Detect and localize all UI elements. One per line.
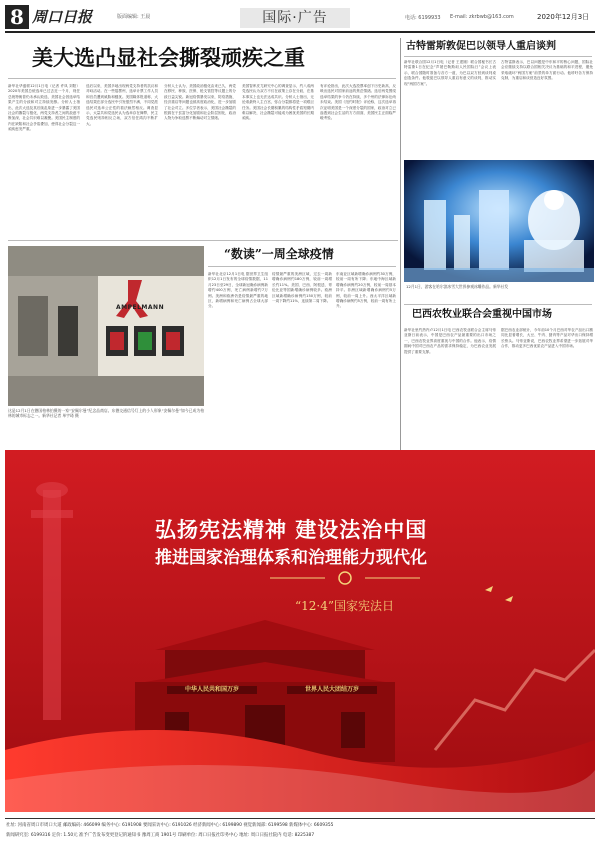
banner-headline: 弘扬宪法精神 建设法治中国 bbox=[155, 518, 428, 542]
main-col-3: 分析人士认为，美国政治极化由来已久，两党在移民、种族、医保、枪支管控等议题上的分歧日益尖锐。新冠疫情暴发以来，防疫措施、经济重启等问题也被高度政治化，进一步加剧了社会对立。多位学者表示，美国社会撕裂的根源在于贫富分化加剧和社会阶层固化，政治人物为争取选票不断煽动对立情绪。 bbox=[164, 84, 236, 121]
main-article-title: 美大选凸显社会撕裂顽疾之重 bbox=[32, 45, 305, 70]
main-col-1: 新华社华盛顿12月1日电（记者 许凤 刘阳）2020年美国总统选举已过去近一个月，现任总统特朗普仍未承认败选，美国社会因选举结果产生的分歧和对立持续发酵。分析人士指出，此次大选及其后续乱象进一步暴露了美国社会的撕裂与极化，两党支持者之间的敌意不断加深，社会共识难以凝聚。美国民主制度的内在缺陷和社会矛盾叠加，使得社会分裂这一顽疾愈发严重。 bbox=[8, 84, 80, 132]
guterres-article bbox=[404, 40, 594, 160]
footer-line-1: 社址: 河南省周口市周口大道 邮政编码: 466099 编务中心: 6191908 要闻采访中心: 6191026 经济新闻中心: 6199890 视觉新闻部: 6199598 新媒体中心: 6609355 bbox=[6, 823, 334, 828]
column-divider bbox=[400, 38, 401, 500]
main-article bbox=[8, 38, 398, 238]
ice-sculpture-photo bbox=[404, 160, 594, 282]
gate-sign-left: 中华人民共和国万岁 bbox=[167, 686, 257, 694]
brazil-title: 巴西农牧业联合会重视中国市场 bbox=[412, 309, 552, 320]
phone-line: 电话: 6199933 bbox=[405, 15, 441, 21]
covid-title: “数读”一周全球疫情 bbox=[224, 247, 334, 261]
brazil-rule-top bbox=[404, 304, 592, 305]
covid-col-3: 东南亚区域新增确诊病例约30万例，较前一周有所下降；东地中海区域新增确诊病例约20万例，较前一周基本持平。非洲区域新增确诊病例约5万例，较前一周上升。西太平洋区域新增确诊病例约5万例，较前一周有所上升。 bbox=[336, 272, 396, 309]
guterres-title: 古特雷斯敦促巴以领导人重启谈判 bbox=[406, 41, 556, 52]
email-line: E-mail: zkrbwb@163.com bbox=[450, 14, 514, 20]
editor-line: 版面编辑: 王晨 bbox=[117, 14, 151, 20]
street-photo-art bbox=[8, 246, 204, 406]
banner-art bbox=[5, 450, 595, 812]
masthead bbox=[5, 5, 595, 37]
banner-subheadline: 推进国家治理体系和治理能力现代化 bbox=[155, 548, 427, 568]
section-rule bbox=[8, 240, 398, 241]
brazil-col-2: 据巴西农业部统计，今年前10个月巴西对华农产品出口额同比显著增长，大豆、牛肉、猪肉等产品对华出口保持增长势头。马蒂亚斯说，巴西农牧业界希望进一步拓展对华合作，推动更多巴西优质农产品进入中国市场。 bbox=[501, 328, 593, 349]
brazil-article bbox=[404, 304, 594, 454]
covid-col-1: 新华社北京12月1日电 据世界卫生组织12月1日发布的全球疫情数据，11月23日至29日，全球新冠确诊病例新增约400万例，死亡病例新增约7万例。美洲和欧洲仍是疫情最严重的地区，新增病例和死亡病例占全球大部分。 bbox=[208, 272, 268, 309]
ice-photo-art bbox=[404, 160, 594, 282]
main-col-2: 选后以来，美国多地出现两党支持者的抗议和对峙活动。在一些摇摆州，选举计票工作人员和官员遭到威胁和骚扰。美国媒体报道称，大选结果在部分选民中引发强烈不满，不同党派选民对选举公正性的看法截然相反。调查显示，大量共和党选民认为选举存在舞弊，民主党选民则持相反立场，双方信任鸿沟不断扩大。 bbox=[86, 84, 158, 126]
paper-name: 周口日报 bbox=[32, 8, 93, 26]
guterres-col-2: 古特雷斯表示，巴以问题是中东和平的核心问题，国际社会应继续支持以联合国相关决议为基础的和平进程，避免采取破坏“两国方案”前景的单方面行动。他呼吁各方保持克制，为重启和谈营造良好氛围。 bbox=[501, 60, 593, 81]
section-label: 国际·广告 bbox=[240, 8, 350, 28]
street-photo-caption: 这是12月1日在德国柏林拍摄的一家“安佩尔曼”纪念品商店。东德交通信号灯上的小人形象“安佩尔曼”如今已成为柏林的城市标志之一。新华社记者 单宇琦 摄 bbox=[8, 408, 204, 419]
ice-photo-caption: 12月1日，游客在哈尔滨冰雪大世界参观冰雕作品。新华社发 bbox=[406, 284, 509, 289]
gate-sign-right: 世界人民大团结万岁 bbox=[287, 686, 377, 694]
street-photo bbox=[8, 246, 204, 406]
ampelmann-sign: AMPELMANN bbox=[116, 304, 165, 311]
covid-article bbox=[208, 246, 398, 446]
issue-date: 2020年12月3日 bbox=[537, 13, 590, 21]
covid-col-2: 疫情最严重的美洲区域，过去一周新增确诊病例约180万例，较前一周增长约11%。美国、巴西、阿根廷、哥伦比亚等国新增确诊病例较多。欧洲区域新增确诊病例约150万例，较前一周下降约11%，连续第二周下降。 bbox=[272, 272, 332, 304]
main-col-4: 美国智库皮尤研究中心的调查显示，约八成两党选民认为双方不仅在政策上存在分歧，在基本事实上也无法达成共识。分析人士指出，无论谁最终入主白宫，弥合分裂都将是一项艰巨任务。美国社会长期积累的结构性矛盾短期内难以解决，社会撕裂可能成为困扰美国的长期顽疾。 bbox=[242, 84, 314, 121]
page-number-box: 8 bbox=[5, 5, 29, 29]
footer-line-2: 新闻研究室: 6199316 定价: 1.50元 准予广告发布变更登记的通知书 豫周工商 1901号 印刷单位: 周口日报社印务中心 地址: 周口日报社院内 电话: 8225387 bbox=[6, 833, 315, 838]
covid-rule bbox=[208, 266, 396, 267]
footer-rule bbox=[5, 818, 595, 819]
guterres-col-1: 新华社联合国12月1日电（记者 王建刚）联合国秘书长古特雷斯1日在纪念“声援巴勒斯坦人民国际日”会议上表示，联合国随时准备与各方一道，为巴以双方回到谈判桌创造条件。他敦促巴以领导人重启有意义的谈判，推动实现“两国方案”。 bbox=[404, 60, 496, 86]
title-rule bbox=[8, 78, 396, 79]
main-col-5: 有评论指出，此次大选投票率创下历史新高，反映出选民对国家前途的焦虑情绪。选后两党围绕选举结果的争斗仍在持续，多个州的法律诉讼尚未结束。美国《纽约时报》评论称，这次选举再次证明美国是一个深度分裂的国家，政治对立已渗透到社会生活的方方面面，美国民主正面临严峻考验。 bbox=[320, 84, 396, 121]
brazil-col-1: 新华社里约热内卢12月1日电 巴西农牧业联合会主席马蒂亚斯日前表示，中国是巴西农产品最重要的出口市场之一，巴西农牧业界高度重视与中国的合作。他表示，疫情期间中国对巴西农产品的需求保持稳定，为巴西农业发展提供了重要支撑。 bbox=[404, 328, 496, 354]
banner-date-text: “12·4”国家宪法日 bbox=[295, 599, 394, 613]
header-rule bbox=[5, 31, 595, 33]
constitution-day-banner bbox=[5, 450, 595, 812]
guterres-rule bbox=[404, 56, 592, 57]
